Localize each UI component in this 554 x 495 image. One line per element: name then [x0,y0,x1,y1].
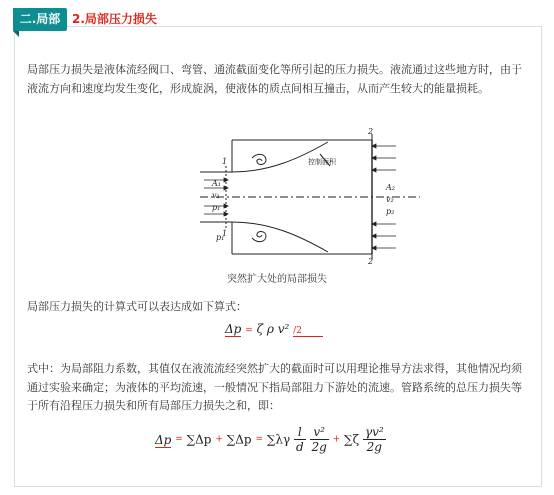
A1-label: A₁ [212,179,221,188]
section2-top-label: 2 [368,128,374,136]
formula1-eq: = [245,326,253,336]
local-loss-formula [225,322,323,337]
formula2-term2: ∑Δp [226,432,252,447]
formula1-lhs: Δp [225,322,242,336]
formula1-tail: /2 [293,326,323,337]
intro-paragraph: 局部压力损失是液体流经阀口、弯管、通流截面变化等所引起的压力损失。液流通过这些地方时，由于液流方向和速度均发生变化，形成旋涡，使液体的质点间相互撞击，从而产生较大的能量损耗。 [27,63,522,95]
section2-bottom-label: 2 [368,257,374,266]
formula2-term4: ∑ζ [344,432,360,447]
p1-label: p₁ [212,203,221,212]
v1-label: v₁ [212,191,220,200]
total-loss-formula: Δp = ∑Δp + ∑Δp = ∑λγ $\frac{l}{d}$ $\frac{\text{v²}}{2g}$ + ∑ζ $\frac{\text{γv²}}{2g}$ [155,425,384,454]
section-tag-fold [13,31,19,37]
formula2-frac-gv2-2g: $\frac{\text{γv²}}{2g}$ [364,425,384,454]
formula2-lhs: Δp [155,432,172,447]
formula2-term3: ∑λγ [266,432,291,447]
section1-bottom-label: 1 [222,229,228,238]
control-area-label: 控制面积 [308,158,336,166]
formula2-frac-l-d: $\frac{l}{d}$ [295,425,304,454]
formula1-rhs: ζ ρ v² [256,322,290,336]
section-title: 2.局部压力损失 [72,12,157,26]
formula2-term1: ∑Δp [186,432,212,447]
p1-lower-label: p₁ [216,233,225,242]
p2-label: p₂ [386,207,395,216]
formula-intro-paragraph: 局部压力损失的计算式可以表达成如下算式： [27,300,247,313]
v2-label: v₂ [386,195,394,204]
section1-top-label: 1 [222,157,228,166]
explanation-paragraph: 式中：为局部阻力系数，其值仅在液流流经突然扩大的截面时可以用理论推导方法求得，其他情况均须通过实验来确定；为液体的平均流速，一般情况下指局部阻力下游处的流速。管路系统的总压力损失等于所有沿程压力损失和所有局部压力损失之和，即： [27,362,522,412]
A2-label: A₂ [386,183,395,192]
formula2-frac-v2-2g: $\frac{\text{v²}}{2g}$ [311,425,327,454]
section-tag: 二.局部 [13,8,67,31]
sudden-expansion-diagram [200,128,420,266]
figure-caption: 突然扩大处的局部损失 [227,274,327,285]
